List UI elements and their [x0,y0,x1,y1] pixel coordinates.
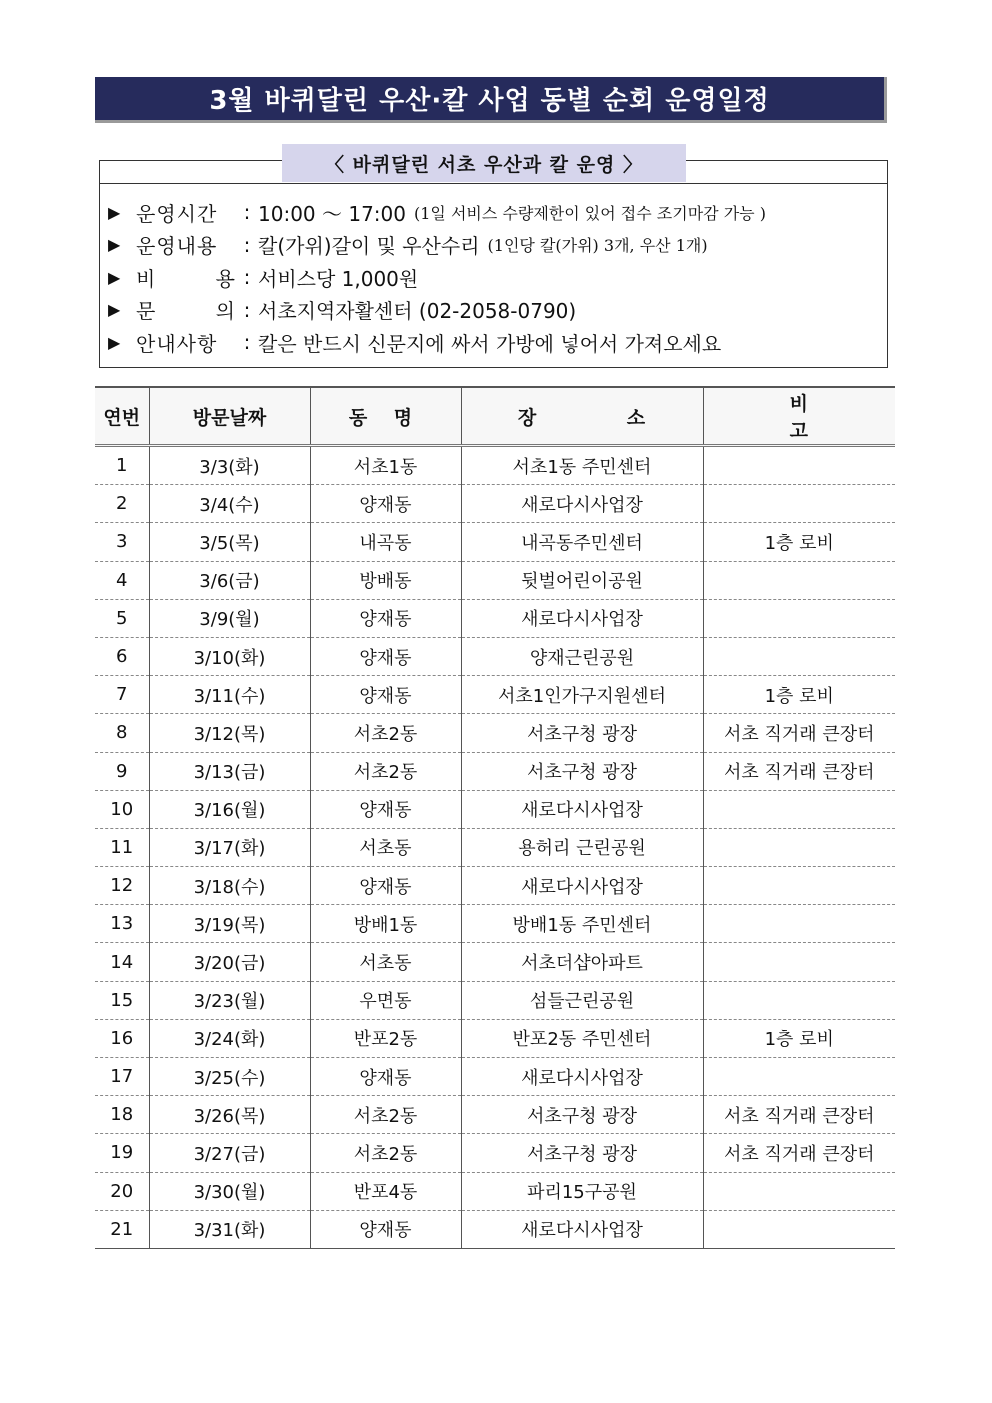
header-district: 동 명 [310,387,461,446]
table-row [95,485,895,523]
cell-note [703,485,895,523]
cell-seq: 11 [95,828,149,866]
cell-place: 섬들근린공원 [461,981,703,1019]
cell-note [703,561,895,599]
cell-date: 3/11(수) [149,676,310,714]
cell-date: 3/23(월) [149,981,310,1019]
cell-date: 3/12(목) [149,714,310,752]
info-value: 10:00 ～ 17:00 [258,201,406,226]
table-row [95,446,895,485]
info-value: 서초지역자활센터 (02-2058-0790) [258,299,577,324]
header-note: 비 고 [703,387,895,446]
cell-place: 서초구청 광장 [461,714,703,752]
cell-seq: 6 [95,637,149,675]
table-row [95,637,895,675]
info-line-notice [108,326,888,359]
cell-place: 반포2동 주민센터 [461,1019,703,1057]
cell-date: 3/24(화) [149,1019,310,1057]
cell-seq: 10 [95,790,149,828]
header-place: 장 소 [461,387,703,446]
cell-district: 서초2동 [310,1134,461,1172]
cell-date: 3/26(목) [149,1096,310,1134]
cell-district: 서초2동 [310,752,461,790]
info-value: 칼(가위)갈이 및 우산수리 [258,234,480,259]
cell-seq: 1 [95,446,149,485]
table-row [95,676,895,714]
info-label: 비 용 [136,266,236,291]
cell-seq: 18 [95,1096,149,1134]
cell-seq: 14 [95,943,149,981]
cell-note [703,1172,895,1210]
cell-note: 1층 로비 [703,676,895,714]
cell-place: 새로다시사업장 [461,485,703,523]
cell-district: 내곡동 [310,523,461,561]
cell-district: 양재동 [310,1210,461,1248]
cell-district: 양재동 [310,637,461,675]
cell-note [703,981,895,1019]
cell-place: 서초1인가구지원센터 [461,676,703,714]
info-colon: : [243,200,251,225]
cell-seq: 17 [95,1058,149,1096]
schedule-body [95,446,895,1249]
table-row [95,523,895,561]
info-value: 칼은 반드시 신문지에 싸서 가방에 넣어서 가져오세요 [258,331,722,356]
table-row [95,714,895,752]
cell-seq: 4 [95,561,149,599]
cell-seq: 2 [95,485,149,523]
info-box-divider [100,183,887,184]
table-row [95,943,895,981]
table-row [95,1019,895,1057]
cell-note: 서초 직거래 큰장터 [703,752,895,790]
cell-place: 새로다시사업장 [461,1210,703,1248]
cell-seq: 21 [95,1210,149,1248]
cell-district: 양재동 [310,676,461,714]
info-colon: : [243,232,251,257]
cell-place: 서초구청 광장 [461,752,703,790]
triangle-bullet-icon: ▶ [108,332,121,352]
cell-note [703,905,895,943]
table-row [95,752,895,790]
cell-place: 새로다시사업장 [461,1058,703,1096]
table-row [95,561,895,599]
section-subtitle: 〈 바퀴달린 서초 우산과 칼 운영 〉 [282,144,686,182]
cell-date: 3/31(화) [149,1210,310,1248]
cell-place: 파리15구공원 [461,1172,703,1210]
table-row [95,1058,895,1096]
cell-date: 3/25(수) [149,1058,310,1096]
info-label: 운영시간 [136,201,218,226]
cell-place: 내곡동주민센터 [461,523,703,561]
table-row [95,599,895,637]
cell-note: 서초 직거래 큰장터 [703,714,895,752]
cell-place: 새로다시사업장 [461,790,703,828]
info-note: (1인당 칼(가위) 3개, 우산 1개) [487,236,708,256]
info-line-content [108,229,888,262]
header-date: 방문날짜 [149,387,310,446]
cell-note [703,637,895,675]
info-note: (1일 서비스 수량제한이 있어 접수 조기마감 가능 ) [414,203,766,223]
table-row [95,1096,895,1134]
page-title: 3월 바퀴달린 우산·칼 사업 동별 순회 운영일정 [95,77,887,123]
info-line-hours [108,196,888,229]
cell-seq: 7 [95,676,149,714]
cell-place: 뒷벌어린이공원 [461,561,703,599]
cell-district: 양재동 [310,790,461,828]
cell-note: 1층 로비 [703,523,895,561]
cell-district: 반포4동 [310,1172,461,1210]
cell-district: 서초1동 [310,446,461,485]
cell-place: 서초구청 광장 [461,1096,703,1134]
info-colon: : [243,265,251,290]
cell-date: 3/9(월) [149,599,310,637]
info-label: 문 의 [136,299,236,324]
cell-date: 3/13(금) [149,752,310,790]
cell-place: 용허리 근린공원 [461,828,703,866]
cell-date: 3/16(월) [149,790,310,828]
cell-seq: 19 [95,1134,149,1172]
cell-date: 3/27(금) [149,1134,310,1172]
cell-seq: 8 [95,714,149,752]
cell-place: 새로다시사업장 [461,599,703,637]
table-row [95,905,895,943]
cell-seq: 16 [95,1019,149,1057]
info-colon: : [243,297,251,322]
cell-district: 서초동 [310,943,461,981]
cell-district: 서초2동 [310,714,461,752]
cell-district: 방배1동 [310,905,461,943]
cell-date: 3/4(수) [149,485,310,523]
info-label: 안내사항 [136,331,218,356]
cell-note [703,1210,895,1248]
cell-date: 3/18(수) [149,867,310,905]
cell-district: 양재동 [310,867,461,905]
cell-seq: 20 [95,1172,149,1210]
info-label: 운영내용 [136,234,218,259]
cell-seq: 9 [95,752,149,790]
table-row [95,790,895,828]
cell-place: 서초더샵아파트 [461,943,703,981]
triangle-bullet-icon: ▶ [108,267,121,287]
cell-seq: 12 [95,867,149,905]
info-value: 서비스당 1,000원 [258,266,419,291]
info-colon: : [243,330,251,355]
cell-date: 3/30(월) [149,1172,310,1210]
cell-district: 양재동 [310,1058,461,1096]
triangle-bullet-icon: ▶ [108,235,121,255]
cell-note [703,790,895,828]
cell-district: 양재동 [310,485,461,523]
table-header-row [95,387,895,446]
table-row [95,867,895,905]
cell-date: 3/19(목) [149,905,310,943]
cell-seq: 13 [95,905,149,943]
cell-note: 서초 직거래 큰장터 [703,1096,895,1134]
cell-note [703,943,895,981]
cell-note [703,828,895,866]
triangle-bullet-icon: ▶ [108,202,121,222]
cell-note: 1층 로비 [703,1019,895,1057]
cell-note [703,599,895,637]
cell-district: 서초2동 [310,1096,461,1134]
cell-district: 반포2동 [310,1019,461,1057]
table-row [95,981,895,1019]
header-seq: 연번 [95,387,149,446]
triangle-bullet-icon: ▶ [108,300,121,320]
cell-place: 서초1동 주민센터 [461,446,703,485]
cell-date: 3/10(화) [149,637,310,675]
cell-district: 방배동 [310,561,461,599]
cell-date: 3/17(화) [149,828,310,866]
cell-district: 서초동 [310,828,461,866]
table-row [95,1172,895,1210]
cell-seq: 3 [95,523,149,561]
cell-date: 3/3(화) [149,446,310,485]
cell-date: 3/5(목) [149,523,310,561]
cell-note: 서초 직거래 큰장터 [703,1134,895,1172]
cell-place: 새로다시사업장 [461,867,703,905]
schedule-table [95,386,895,1249]
cell-place: 서초구청 광장 [461,1134,703,1172]
cell-seq: 15 [95,981,149,1019]
info-line-cost [108,261,888,294]
cell-district: 양재동 [310,599,461,637]
cell-note [703,1058,895,1096]
cell-note [703,446,895,485]
cell-seq: 5 [95,599,149,637]
info-line-contact [108,294,888,327]
table-row [95,1134,895,1172]
table-row [95,828,895,866]
cell-date: 3/6(금) [149,561,310,599]
table-row [95,1210,895,1248]
cell-district: 우면동 [310,981,461,1019]
info-list [108,196,888,359]
cell-place: 양재근린공원 [461,637,703,675]
cell-note [703,867,895,905]
cell-date: 3/20(금) [149,943,310,981]
cell-place: 방배1동 주민센터 [461,905,703,943]
